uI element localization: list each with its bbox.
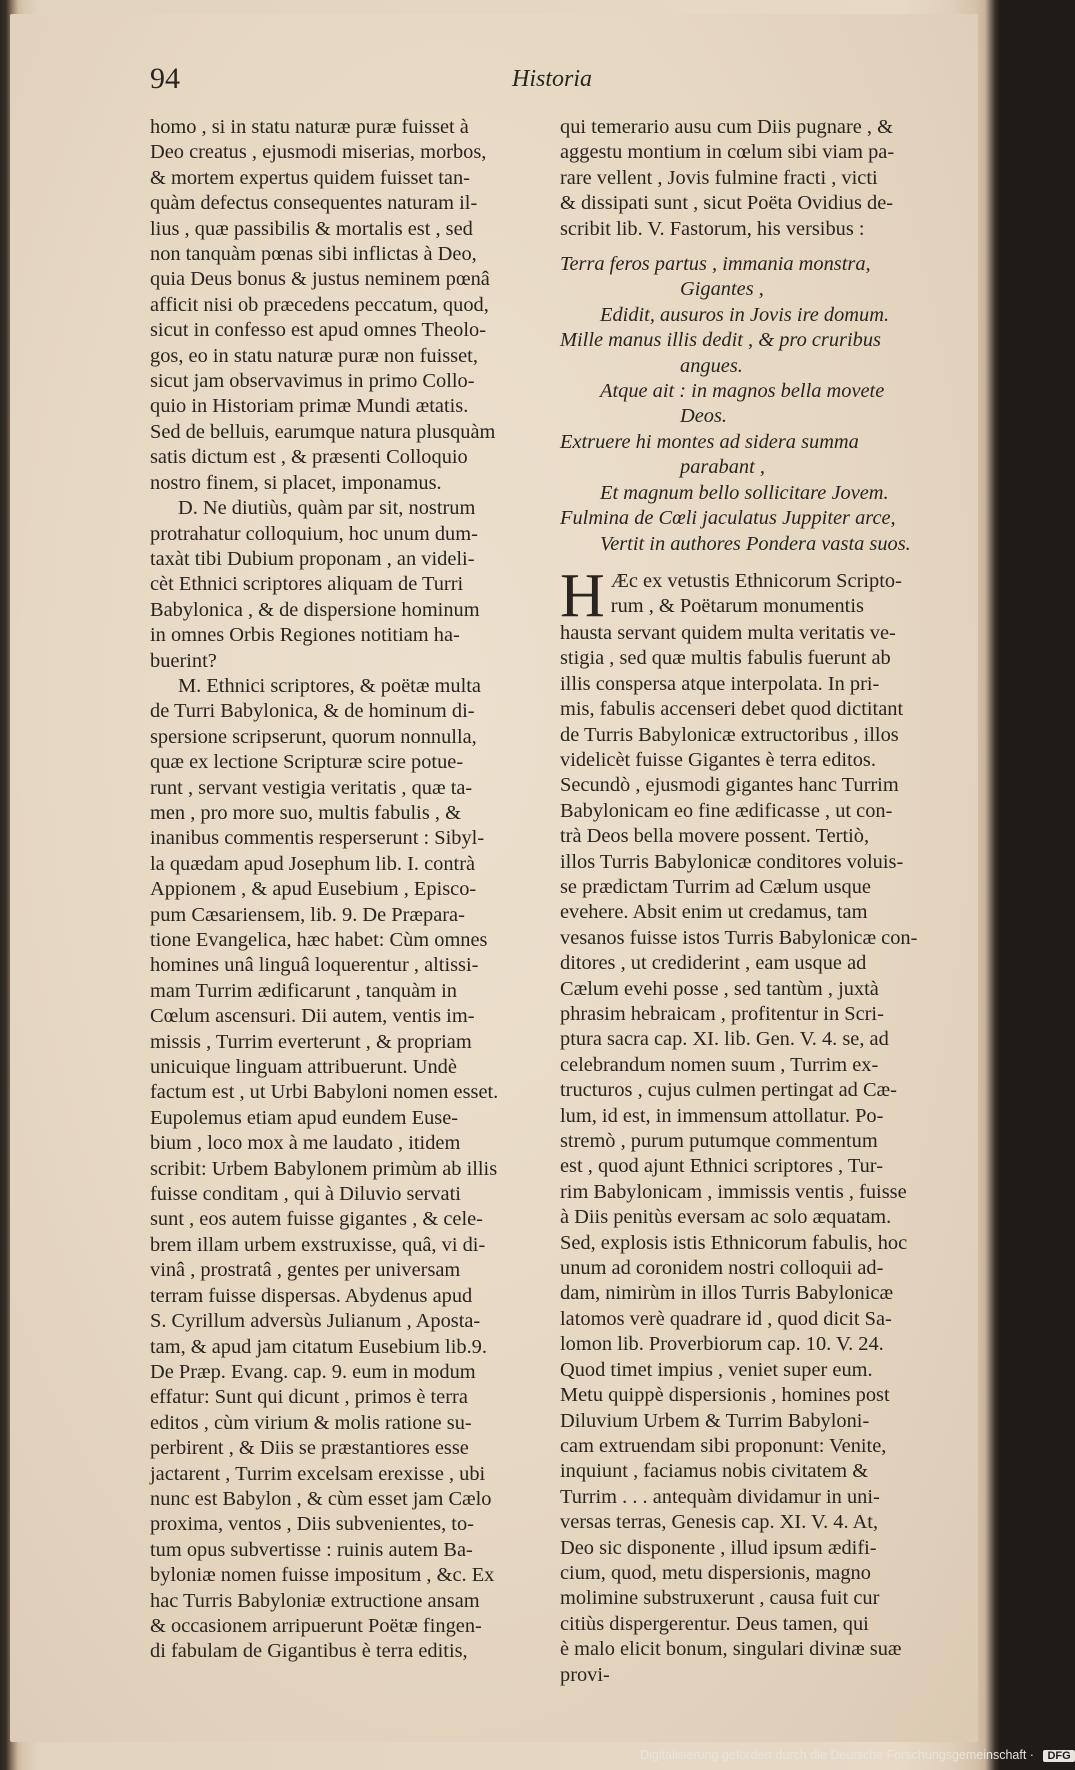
text-line: unicuique linguam attribuerunt. Undè [150,1056,457,1079]
text-line: videlicèt fuisse Gigantes è terra editos. [560,748,876,771]
text-line: Deo sic disponente , illud ipsum ædifi- [560,1536,877,1559]
text-line: hac Turris Babyloniæ extructione ansam [150,1589,480,1612]
text-line: Quod timet impius , veniet super eum. [560,1358,873,1381]
text-line: sicut jam observavimus in primo Collo- [150,370,475,393]
text-line: Sed, explosis istis Ethnicorum fabulis, hoc [560,1231,908,1254]
text-line: nostro finem, si placet, imponamus. [150,471,442,494]
text-line: fuisse conditam , qui à Diluvio servati [150,1183,461,1206]
text-line: est , quod ajunt Ethnici scriptores , Tur- [560,1155,883,1178]
text-line: pum Cæsariensem, lib. 9. De Præpara- [150,903,465,926]
text-line: S. Cyrillum adversùs Julianum , Aposta- [150,1310,481,1333]
dfg-logo: DFG [1043,1750,1074,1762]
text-line: quæ ex lectione Scripturæ scire potue- [150,751,464,774]
text-line: rare vellent , Jovis fulmine fracti , victi [560,166,878,189]
text-line: Extruere hi montes ad sidera summa [560,430,859,453]
text-line: non tanquàm pœnas sibi inflictas à Deo, [150,243,477,266]
text-line: rim Babylonicam , immissis ventis , fuisse [560,1180,907,1203]
text-line: spersione scripserunt, quorum nonnulla, [150,725,477,748]
digitization-credit [640,1748,1075,1762]
dropcap-line: rum , & Poëtarum monumentis [610,595,864,618]
text-line: provi- [560,1663,610,1686]
text-line: à Diis penitùs eversam ac solo æquatam. [560,1206,892,1229]
text-line: Terra feros partus , immania monstra, [560,253,871,276]
text-line: De Præp. Evang. cap. 9. eum in modum [150,1360,476,1383]
text-line: di fabulam de Gigantibus è terra editis, [150,1640,468,1663]
text-line: homines unâ linguâ loquerentur , altissi- [150,954,479,977]
text-line: Fulmina de Cœli jaculatus Juppiter arce, [560,507,896,530]
text-line: & mortem expertus quidem fuisset tan- [150,166,470,189]
text-line: homo , si in statu naturæ puræ fuisset à [150,116,469,138]
text-line: Vertit in authores Pondera vasta suos. [600,532,911,555]
text-line: inquiunt , faciamus nobis civitatem & [560,1460,869,1483]
text-line: byloniæ nomen fuisse impositum , &c. Ex [150,1564,495,1587]
text-line: quia Deus bonus & justus neminem pœnâ [150,268,490,291]
text-line: Cœlum ascensuri. Dii autem, ventis im- [150,1005,475,1028]
text-line: mis, fabulis accenseri debet quod dictitant [560,698,904,721]
credit-text: Digitalisierung gefördert durch die Deutsche Forschungsgemeinschaft · [640,1748,1034,1762]
text-line: in omnes Orbis Regiones notitiam ha- [150,624,460,647]
drop-cap: H [560,561,605,630]
text-line: protrahatur colloquium, hoc unum dum- [150,522,478,545]
text-line: parabant , [680,456,765,479]
text-line: vesanos fuisse istos Turris Babylonicæ con- [560,926,918,949]
text-line: editos , cùm virium & molis ratione su- [150,1411,472,1434]
text-line: Atque ait : in magnos bella movete [600,380,885,403]
page-header [150,62,950,102]
text-line: quàm defectus consequentes naturam il- [150,192,478,215]
text-line: Eupolemus etiam apud eundem Euse- [150,1106,459,1129]
text-line: perbirent , & Diis se præstantiores esse [150,1437,469,1460]
text-line: ditores , ut crediderint , eam usque ad [560,952,867,975]
text-line: Metu quippè dispersionis , homines post [560,1384,890,1407]
running-head: Historia [512,66,593,92]
body-paragraph [560,561,945,1688]
text-line: terram fuisse dispersas. Abydenus apud [150,1284,473,1307]
text-line: qui temerario ausu cum Diis pugnare , & [560,116,893,138]
text-line: Mille manus illis dedit , & pro cruribus [560,329,881,352]
text-line: aggestu montium in cœlum sibi viam pa- [560,141,895,164]
text-line: stigia , sed quæ multis fabulis fuerunt ab [560,647,891,670]
text-line: Appionem , & apud Eusebium , Episco- [150,878,477,901]
text-line: molimine substruxerunt , causa fuit cur [560,1587,880,1610]
text-line: tione Evangelica, hæc habet: Cùm omnes [150,929,488,951]
text-line: inanibus commentis resperserunt : Sibyl- [150,827,485,850]
text-line: evehere. Absit enim ut credamus, tam [560,901,868,924]
text-line: factum est , ut Urbi Babyloni nomen esset. [150,1081,499,1104]
text-line: Deos. [680,405,728,428]
text-line: cèt Ethnici scriptores aliquam de Turri [150,573,464,596]
text-line: è malo elicit bonum, singulari divinæ suæ [560,1638,902,1661]
text-line: gos, eo in statu naturæ puræ non fuisset, [150,344,478,367]
text-line: se prædictam Turrim ad Cælum usque [560,875,871,898]
text-line: lius , quæ passibilis & mortalis est , sed [150,217,473,240]
text-line: Babylonica , & de dispersione hominum [150,598,480,621]
text-line: afficit nisi ob præcedens peccatum, quod, [150,293,489,316]
text-line: dam, nimirùm in illos Turris Babylonicæ [560,1282,894,1305]
right-column-body [560,621,945,1688]
text-line: bium , loco mox à me laudato , itidem [150,1132,461,1155]
text-line: runt , servant vestigia veritatis , quæ ta- [150,776,473,799]
right-column [560,115,945,1688]
text-line: de Turris Babylonicæ extructoribus , illos [560,723,899,746]
text-line: scribit: Urbem Babylonem primùm ab illis [150,1157,498,1180]
text-line: taxàt tibi Dubium proponam , an videli- [150,547,475,570]
text-line: la quædam apud Josephum lib. I. contrà [150,852,476,875]
text-line: Edidit, ausuros in Jovis ire domum. [600,303,890,326]
text-line: buerint? [150,649,217,672]
text-line: celebrandum nomen suum , Turrim ex- [560,1053,879,1076]
text-line: Cælum evehi posse , sed tantùm , juxtà [560,977,879,1000]
text-line: tum opus subvertisse : ruinis autem Ba- [150,1538,473,1561]
text-line: Babylonicam eo fine ædificasse , ut con- [560,799,893,822]
text-line: vinâ , prostratâ , gentes per universam [150,1259,461,1282]
text-line: missis , Turrim everterunt , & propriam [150,1030,472,1053]
text-line: trà Deos bella movere possent. Tertiò, [560,825,870,848]
text-line: lomon lib. Proverbiorum cap. 10. V. 24. [560,1333,884,1356]
text-line: quio in Historiam primæ Mundi ætatis. [150,395,469,418]
text-line: men , pro more suo, multis fabulis , & [150,801,461,824]
text-line: D. Ne diutiùs, quàm par sit, nostrum [178,497,476,520]
text-line: M. Ethnici scriptores, & poëtæ multa [178,674,481,697]
text-line: brem illam urbem exstruxisse, quâ, vi di- [150,1233,486,1256]
text-line: latomos verè quadrare id , quod dicit Sa- [560,1307,892,1330]
text-line: Diluvium Urbem & Turrim Babyloni- [560,1409,870,1432]
text-line: citiùs dispergerentur. Deus tamen, qui [560,1612,869,1635]
left-column [150,115,545,1665]
text-line: tructuros , cujus culmen pertingat ad Cæ- [560,1079,897,1102]
text-line: & dissipati sunt , sicut Poëta Ovidius de- [560,192,894,215]
text-line: de Turri Babylonica, & de hominum di- [150,700,475,723]
text-line: illis conspersa atque interpolata. In pri- [560,672,880,695]
ovid-verse [560,252,945,557]
text-line: proxima, ventos , Diis subvenientes, to- [150,1513,474,1536]
text-line: scribit lib. V. Fastorum, his versibus : [560,217,865,240]
text-line: Gigantes , [680,278,764,301]
text-line: cam extruendam sibi proponunt: Venite, [560,1434,887,1457]
text-line: unum ad coronidem nostri colloquii ad- [560,1257,884,1280]
text-line: hausta servant quidem multa veritatis ve- [560,621,896,644]
text-line: sicut in confesso est apud omnes Theolo- [150,319,487,342]
dropcap-line: Æc ex vetustis Ethnicorum Scripto- [610,569,902,592]
text-line: lum, id est, in immensum attollatur. Po- [560,1104,884,1127]
text-line: versas terras, Genesis cap. XI. V. 4. At, [560,1511,879,1534]
text-line: Turrim . . . antequàm dividamur in uni- [560,1485,880,1508]
text-line: phrasim hebraicam , profitentur in Scri- [560,1003,884,1025]
text-line: cium, quod, metu dispersionis, magno [560,1561,871,1584]
text-line: & occasionem arripuerunt Poëtæ fingen- [150,1614,482,1637]
text-line: tam, & apud jam citatum Eusebium lib.9. [150,1335,487,1358]
text-line: sunt , eos autem fuisse gigantes , & cele- [150,1208,483,1231]
text-line: Sed de belluis, earumque natura plusquàm [150,420,496,443]
text-line: effatur: Sunt qui dicunt , primos è terra [150,1386,468,1409]
text-line: illos Turris Babylonicæ conditores voluis- [560,850,904,873]
text-line: Deo creatus , ejusmodi miserias, morbos, [150,141,487,164]
text-line: mam Turrim ædificarunt , tanquàm in [150,979,457,1002]
text-line: satis dictum est , & præsenti Colloquio [150,446,468,469]
text-line: ptura sacra cap. XI. lib. Gen. V. 4. se, ad [560,1028,889,1051]
text-line: angues. [680,354,743,377]
text-line: stremò , purum putumque commentum [560,1130,878,1153]
text-line: jactarent , Turrim excelsam erexisse , ubi [150,1462,486,1485]
text-line: Secundò , ejusmodi gigantes hanc Turrim [560,774,899,797]
right-column-intro [560,115,945,242]
text-line: nunc est Babylon , & cùm esset jam Cælo [150,1487,492,1510]
page-number: 94 [150,62,180,95]
text-line: Et magnum bello sollicitare Jovem. [600,481,889,504]
